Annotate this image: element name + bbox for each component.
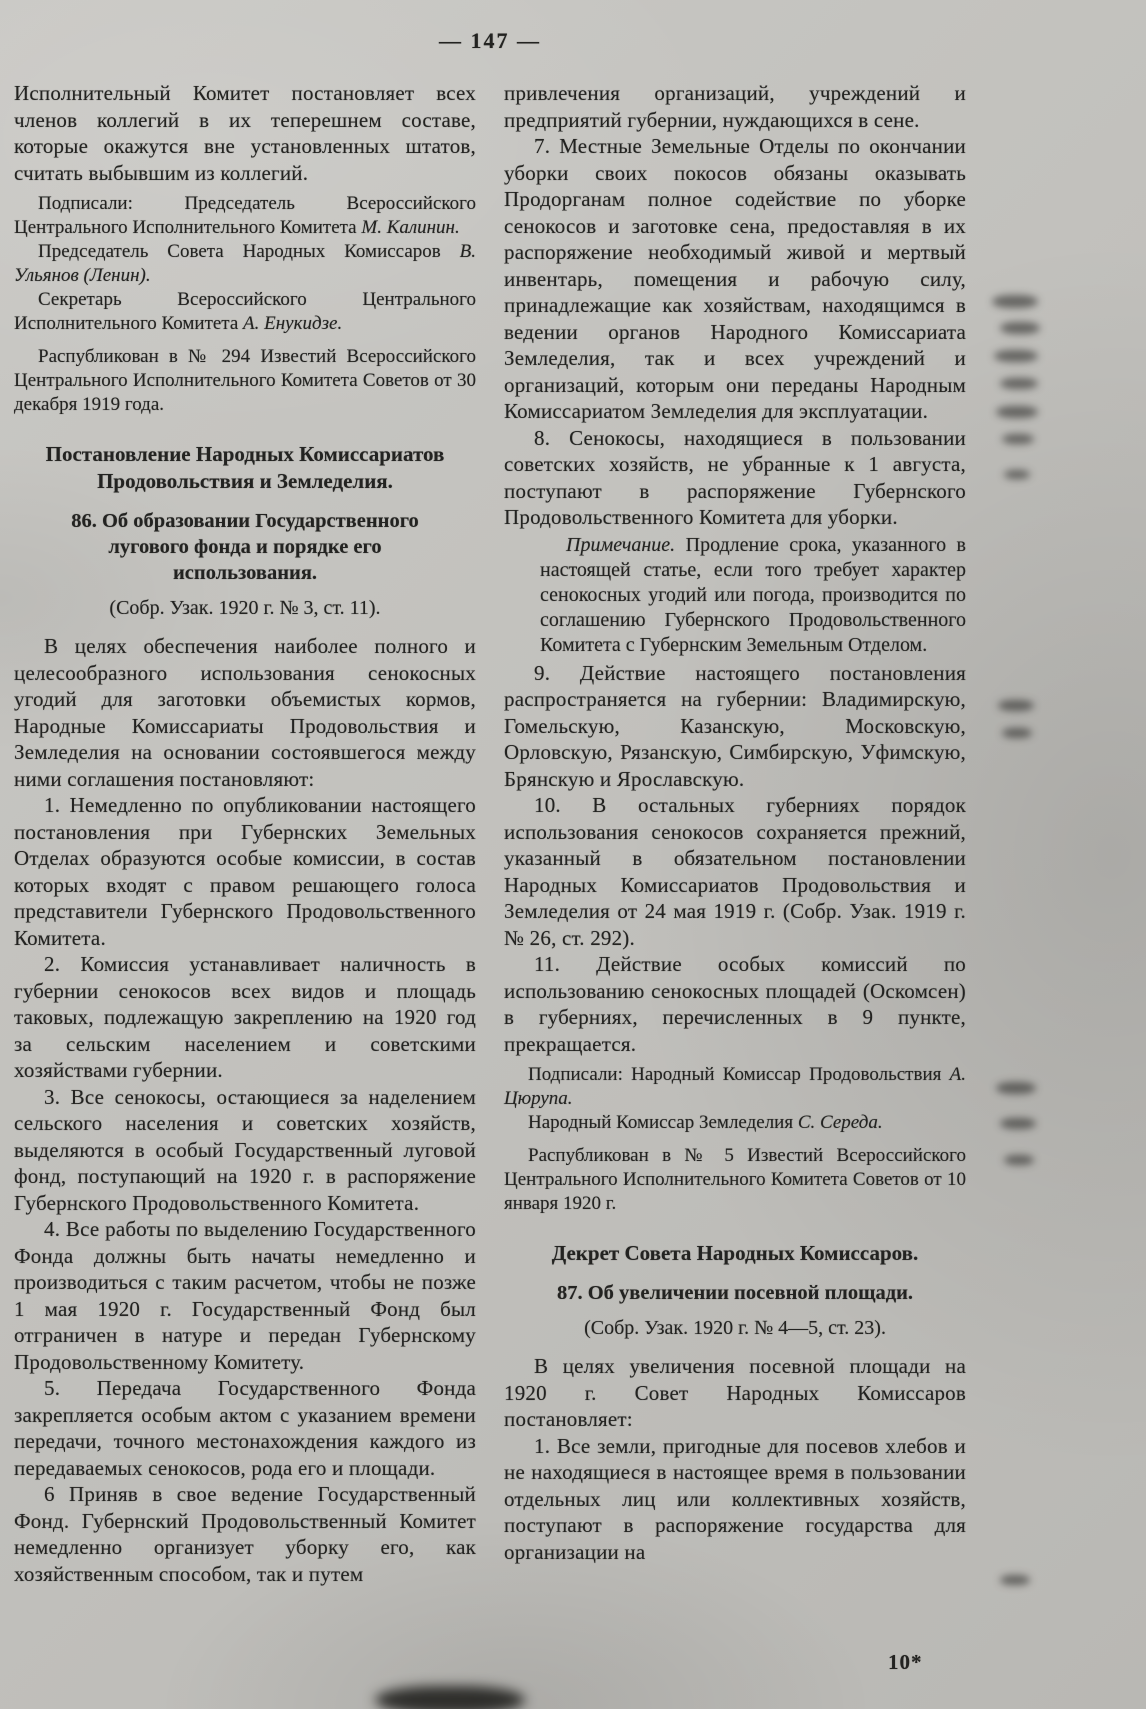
scan-smudge: [994, 350, 1038, 362]
scan-smudge: [998, 700, 1034, 711]
signature-title: Подписали: Председатель Всероссийского Центрального Исполнительного Комитета: [14, 193, 476, 238]
scan-smudge: [1002, 728, 1032, 738]
sheet-signature-mark: 10*: [888, 1650, 923, 1674]
signature-block: [14, 192, 476, 336]
paragraph-item-5: 5. Передача Государственного Фонда закрепляется особым актом с указанием времени передачи, точного местонахождения каждого из передаваемых сенокосов, рода его и площади.: [14, 1376, 476, 1480]
signature-name: А. Цюрупа.: [504, 1064, 966, 1109]
scan-smudge: [1000, 378, 1038, 389]
collection-reference: (Собр. Узак. 1920 г. № 4—5, ст. 23).: [584, 1317, 886, 1339]
text-columns: [14, 80, 966, 1587]
paragraph-item-8: 8. Сенокосы, находящиеся в пользовании советских хозяйств, не убранные к 1 августа, поступают в распоряжение Губернского Продовольственного Комитета для уборки.: [504, 425, 966, 529]
paragraph-item-6: 6 Приняв в свое ведение Государственный Фонд. Губернский Продовольственный Комитет немедленно организует уборку его, как хозяйственным способом, так и путем: [14, 1482, 476, 1586]
signature-name: С. Середа.: [797, 1112, 883, 1133]
publication-note: Распубликован в № 294 Известий Всероссийского Центрального Исполнительного Комитета Советов от 30 декабря 1919 года.: [14, 346, 476, 415]
note-label: Примечание.: [566, 533, 676, 556]
note-text: Продление срока, указанного в настоящей статье, если того требует характер сенокосных угодий или погода, производится по соглашению Губернского Продовольственного Комитета с Губернским Земельным Отделом.: [540, 533, 966, 656]
signature-title: Подписали: Народный Комиссар Продовольствия: [528, 1064, 950, 1085]
page-number: — 147 —: [439, 28, 541, 53]
signature-line: [504, 1111, 966, 1135]
signature-title: Секретарь Всероссийского Центрального Исполнительного Комитета: [14, 289, 476, 334]
signature-name: М. Калинин.: [361, 217, 460, 238]
signature-line: [14, 192, 476, 240]
scan-smudge: [1000, 322, 1040, 334]
scan-smudge: [992, 295, 1038, 308]
paragraph-preamble: В целях обеспечения наиболее полного и целесообразного использования сенокосных угодий для заготовки объемистых кормов, Народные Комиссариаты Продовольствия и Земледелия на основании состоявшегося между ними соглашения постановляют:: [14, 634, 476, 791]
scan-smudge: [1000, 1575, 1030, 1585]
paragraph-item-7: 7. Местные Земельные Отделы по окончании уборки своих покосов обязаны оказывать Продорганам полное содействие по уборке сенокосов и заготовке сена, предоставляя в их распоряжение необходимый живой и мертвый инвентарь, помещения и рабочую силу, принадлежащие как хозяйствам, находящимся в ведении органов Народного Комиссариата Земледелия, так и всех учреждений и организаций, которым они переданы Народным Комиссариатом Земледелия для эксплуатации.: [504, 134, 966, 423]
signature-line: [14, 288, 476, 336]
paragraph-item-4: 4. Все работы по выделению Государственного Фонда должны быть начаты немедленно и производиться с таким расчетом, чтобы не позже 1 мая 1920 г. Государственный Фонд был отграничен в натуре и передан Губернскому Продовольственному Комитету.: [14, 1217, 476, 1374]
scan-smudge: [1002, 434, 1034, 444]
paragraph-item-9: 9. Действие настоящего постановления распространяется на губернии: Владимирскую, Гомельскую, Казанскую, Московскую, Орловскую, Рязанскую, Симбирскую, Уфимскую, Брянскую и Ярославскую.: [504, 660, 966, 791]
decree-heading: Постановление Народных Комиссариатов Продовольствия и Земледелия.: [45, 442, 445, 493]
signature-title: Народный Комиссар Земледелия: [528, 1112, 798, 1133]
paragraph-item-2: 2. Комиссия устанавливает наличность в губернии сенокосов всех видов и площадь таковых, подлежащую закреплению на 1920 год за сельским населением и советскими хозяйствами губернии.: [14, 952, 476, 1082]
paragraph-continuation: привлечения организаций, учреждений и предприятий губернии, нуждающихся в сене.: [504, 81, 966, 132]
decree-heading: Декрет Совета Народных Комиссаров.: [551, 1241, 919, 1265]
scan-smudge: [1004, 1155, 1034, 1165]
note-paragraph: [540, 533, 966, 658]
scan-smudge: [1004, 470, 1030, 479]
paragraph-item-1: 1. Все земли, пригодные для посевов хлебов и не находящиеся в настоящее время в пользовании отдельных лиц или коллективных хозяйств, поступают в распоряжение государства для организации на: [504, 1433, 966, 1564]
collection-reference: (Собр. Узак. 1920 г. № 3, ст. 11).: [109, 597, 381, 619]
scan-smudge: [996, 1082, 1036, 1094]
publication-note: Распубликован в № 5 Известий Всероссийского Центрального Исполнительного Комитета Советов от 10 января 1920 г.: [504, 1145, 966, 1214]
paragraph-item-10: 10. В остальных губерниях порядок использования сенокосов сохраняется прежний, указанный в обязательном постановлении Народных Комиссариатов Продовольствия и Земледелия от 24 мая 1919 г. (Собр. Узак. 1919 г. № 26, ст. 292).: [504, 793, 966, 950]
paragraph-item-11: 11. Действие особых комиссий по использованию сенокосных площадей (Оскомсен) в губерниях, перечисленных в 9 пункте, прекращается.: [504, 952, 966, 1056]
scan-smudge: [1000, 1118, 1036, 1129]
paragraph-item-3: 3. Все сенокосы, остающиеся за наделением сельского населения и советских хозяйств, выделяются в особый Государственный луговой фонд, поступающий на 1920 г. в распоряжение Губернского Продовольственного Комитета.: [14, 1084, 476, 1215]
signature-name: А. Енукидзе.: [243, 313, 343, 334]
decree-title: 87. Об увеличении посевной площади.: [556, 1282, 914, 1304]
left-column: [14, 80, 476, 1587]
signature-line: [504, 1063, 966, 1111]
scan-smudge: [996, 406, 1038, 418]
signature-name: В. Ульянов (Ленин).: [14, 241, 476, 286]
paragraph-preamble: В целях увеличения посевной площади на 1920 г. Совет Народных Комиссаров постановляет:: [504, 1354, 966, 1431]
paragraph-item-1: 1. Немедленно по опубликовании настоящего постановления при Губернских Земельных Отделах образуются особые комиссии, в состав которых входят с правом решающего голоса представители Губернского Продовольственного Комитета.: [14, 793, 476, 950]
paragraph-continuation: Исполнительный Комитет постановляет всех членов коллегий в их теперешнем составе, которые окажутся вне установленных штатов, считать выбывшим из коллегий.: [14, 81, 476, 185]
signature-title: Председатель Совета Народных Комиссаров: [38, 241, 460, 262]
decree-title: 86. Об образовании Государственного лугового фонда и порядке его использования.: [71, 510, 419, 584]
scan-smudge: [375, 1686, 525, 1709]
signature-block: [504, 1063, 966, 1135]
right-column: [504, 80, 966, 1587]
signature-line: [14, 240, 476, 288]
